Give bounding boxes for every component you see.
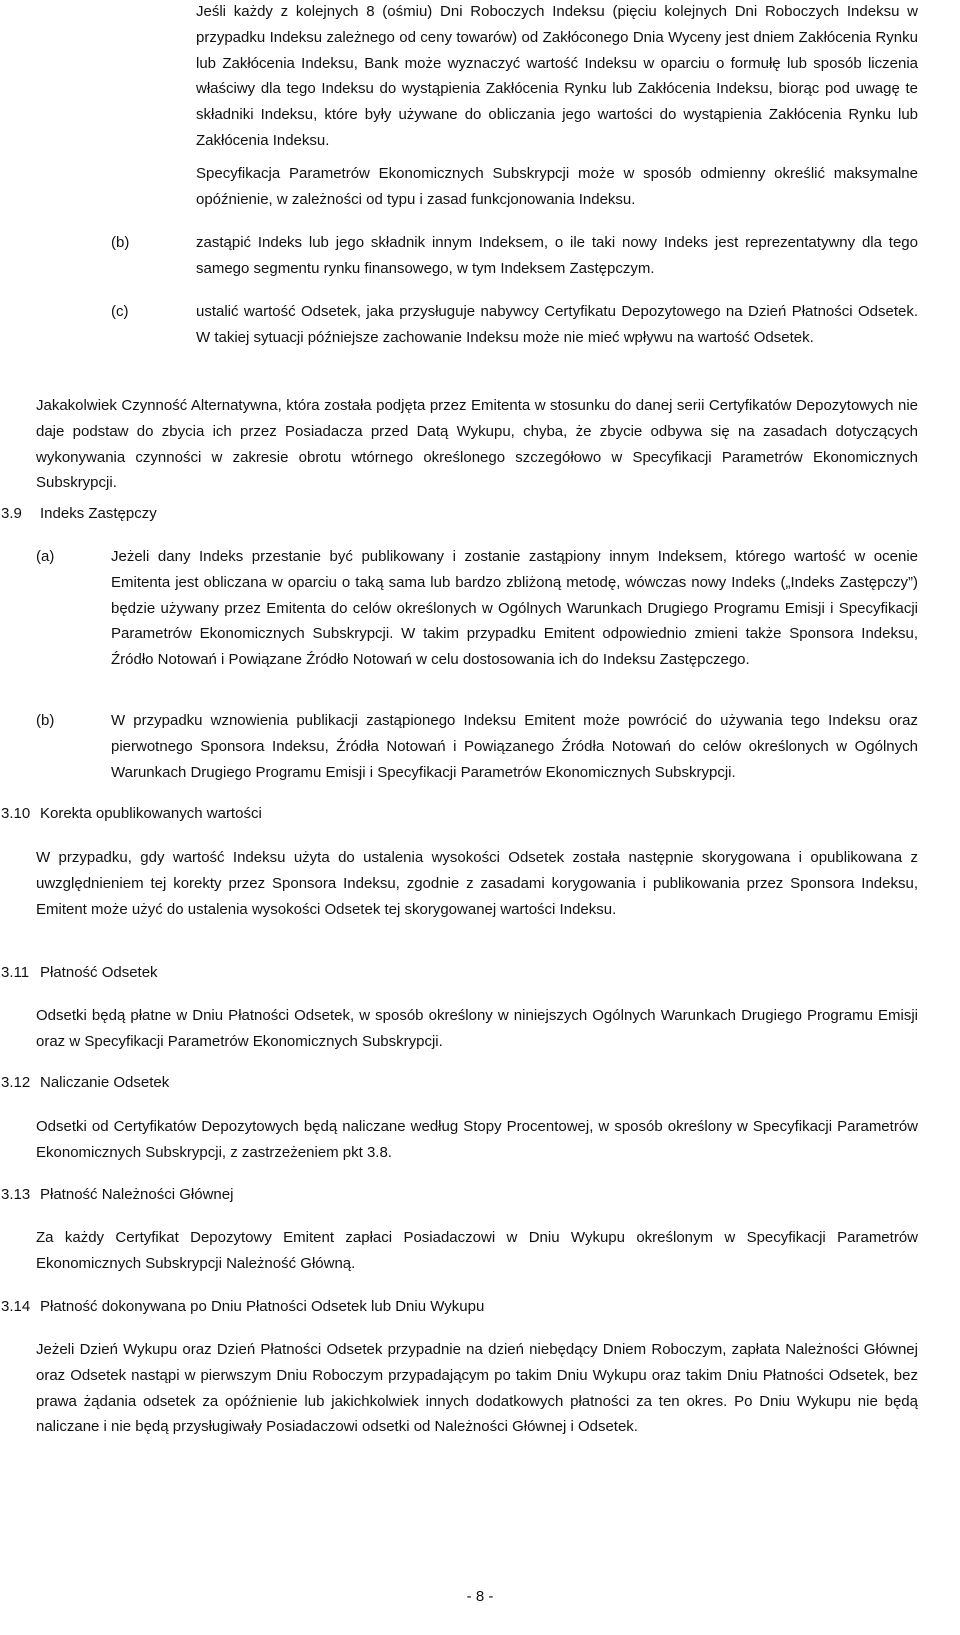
paragraph-specification: [196, 161, 918, 213]
section-3-11-body: [36, 1003, 918, 1055]
section-3-10-body: [36, 845, 918, 922]
paragraph-text: W przypadku, gdy wartość Indeksu użyta do ustalenia wysokości Odsetek została następnie skorygowana i opublikowana z uwzględnieniem tej korekty przez Sponsora Indeksu, zgodnie z zasadami korygowania i publikowania przez Sponsora Indeksu, Emitent może użyć do ustalenia wysokości Odsetek tej skorygowanej wartości Indeksu.: [36, 849, 918, 918]
section-title: Płatność Odsetek: [40, 964, 158, 981]
item-text: W przypadku wznowienia publikacji zastąpionego Indeksu Emitent może powrócić do używania tego Indeksu oraz pierwotnego Sponsora Indeksu, Źródła Notowań i Powiązanego Źródła Notowań do celów określonych w Ogólnych Warunkach Drugiego Programu Emisji i Specyfikacji Parametrów Ekonomicznych Subskrypcji.: [111, 712, 918, 781]
paragraph-text: Jakakolwiek Czynność Alternatywna, która została podjęta przez Emitenta w stosunku do danej serii Certyfikatów Depozytowych nie daje podstaw do zbycia ich przez Posiadacza przed Datą Wykupu, chyba, że zbycie odbywa się na zasadach dotyczących wykonywania czynności w zakresie obrotu wtórnego określonego szczegółowo w Specyfikacji Parametrów Ekonomicznych Subskrypcji.: [36, 397, 918, 492]
item-text: Jeżeli dany Indeks przestanie być publikowany i zostanie zastąpiony innym Indeksem, którego wartość w ocenie Emitenta jest obliczana w oparciu o taką sama lub bardzo zbliżoną metodę, wówczas nowy Indeks („Indeks Zastępczy”) będzie używany przez Emitenta do celów określonych w Ogólnych Warunkach Drugiego Programu Emisji i Specyfikacji Parametrów Ekonomicznych Subskrypcji. W takim przypadku Emitent odpowiednio zmieni także Sponsora Indeksu, Źródło Notowań i Powiązane Źródło Notowań w celu dostosowania ich do Indeksu Zastępczego.: [111, 548, 918, 669]
paragraph-text: Jeśli każdy z kolejnych 8 (ośmiu) Dni Roboczych Indeksu (pięciu kolejnych Dni Roboczych Indeksu w przypadku Indeksu zależnego od ceny towarów) od Zakłóconego Dnia Wyceny jest dniem Zakłócenia Rynku lub Zakłócenia Indeksu, Bank może wyznaczyć wartość Indeksu w oparciu o formułę lub sposób liczenia właściwy dla tego Indeksu do wystąpienia Zakłócenia Rynku lub Zakłócenia Indeksu, biorąc pod uwagę te składniki Indeksu, które były używane do obliczania jego wartości do wystąpienia Zakłócenia Rynku lub Zakłócenia Indeksu.: [196, 3, 918, 149]
item-label-b: (b): [36, 712, 55, 729]
item-label-a: (a): [36, 548, 55, 565]
item-b: [196, 230, 918, 282]
section-number: 3.10: [1, 805, 31, 822]
section-title: Korekta opublikowanych wartości: [40, 805, 262, 822]
section-title: Naliczanie Odsetek: [40, 1074, 170, 1091]
paragraph-text: Odsetki od Certyfikatów Depozytowych będą naliczane według Stopy Procentowej, w sposób określony w Specyfikacji Parametrów Ekonomicznych Subskrypcji, z zastrzeżeniem pkt 3.8.: [36, 1118, 918, 1161]
item-text: ustalić wartość Odsetek, jaka przysługuje nabywcy Certyfikatu Depozytowego na Dzień Płatności Odsetek. W takiej sytuacji późniejsze zachowanie Indeksu może nie mieć wpływu na wartość Odsetek.: [196, 303, 918, 346]
paragraph-text: Za każdy Certyfikat Depozytowy Emitent zapłaci Posiadaczowi w Dniu Wykupu określonym w Specyfikacji Parametrów Ekonomicznych Subskrypcji Należność Główną.: [36, 1229, 918, 1272]
section-3-13-body: [36, 1225, 918, 1277]
paragraph-alternative-action: [36, 393, 918, 496]
paragraph-text: Specyfikacja Parametrów Ekonomicznych Subskrypcji może w sposób odmienny określić maksymalne opóźnienie, w zależności od typu i zasad funkcjonowania Indeksu.: [196, 165, 918, 208]
item-3-9-b: [111, 708, 918, 785]
section-number: 3.14: [1, 1298, 31, 1315]
section-3-14-body: [36, 1337, 918, 1440]
section-number: 3.9: [1, 505, 22, 522]
section-3-12-body: [36, 1114, 918, 1166]
item-3-9-a: [111, 544, 918, 673]
page-number: - 8 -: [466, 1588, 494, 1605]
section-title: Indeks Zastępczy: [40, 505, 157, 522]
section-number: 3.12: [1, 1074, 31, 1091]
section-number: 3.13: [1, 1186, 31, 1203]
item-label-c: (c): [111, 303, 129, 320]
item-label-b: (b): [111, 234, 130, 251]
section-title: Płatność dokonywana po Dniu Płatności Odsetek lub Dniu Wykupu: [40, 1298, 485, 1315]
section-number: 3.11: [1, 964, 30, 981]
paragraph-index-disruption: [196, 0, 918, 154]
section-title: Płatność Należności Głównej: [40, 1186, 234, 1203]
paragraph-text: Odsetki będą płatne w Dniu Płatności Odsetek, w sposób określony w niniejszych Ogólnych Warunkach Drugiego Programu Emisji oraz w Specyfikacji Parametrów Ekonomicznych Subskrypcji.: [36, 1007, 918, 1050]
item-text: zastąpić Indeks lub jego składnik innym Indeksem, o ile taki nowy Indeks jest reprezentatywny dla tego samego segmentu rynku finansowego, w tym Indeksem Zastępczym.: [196, 234, 918, 277]
paragraph-text: Jeżeli Dzień Wykupu oraz Dzień Płatności Odsetek przypadnie na dzień niebędący Dniem Roboczym, zapłata Należności Głównej oraz Odsetek nastąpi w pierwszym Dniu Roboczym przypadającym po takim Dniu Wykupu oraz takim Dniu Płatności Odsetek, bez prawa żądania odsetek za opóźnienie lub jakichkolwiek innych dodatkowych płatności za ten okres. Po Dniu Wykupu nie będą naliczane i nie będą przysługiwały Posiadaczowi odsetki od Należności Głównej i Odsetek.: [36, 1341, 918, 1436]
item-c: [196, 299, 918, 351]
